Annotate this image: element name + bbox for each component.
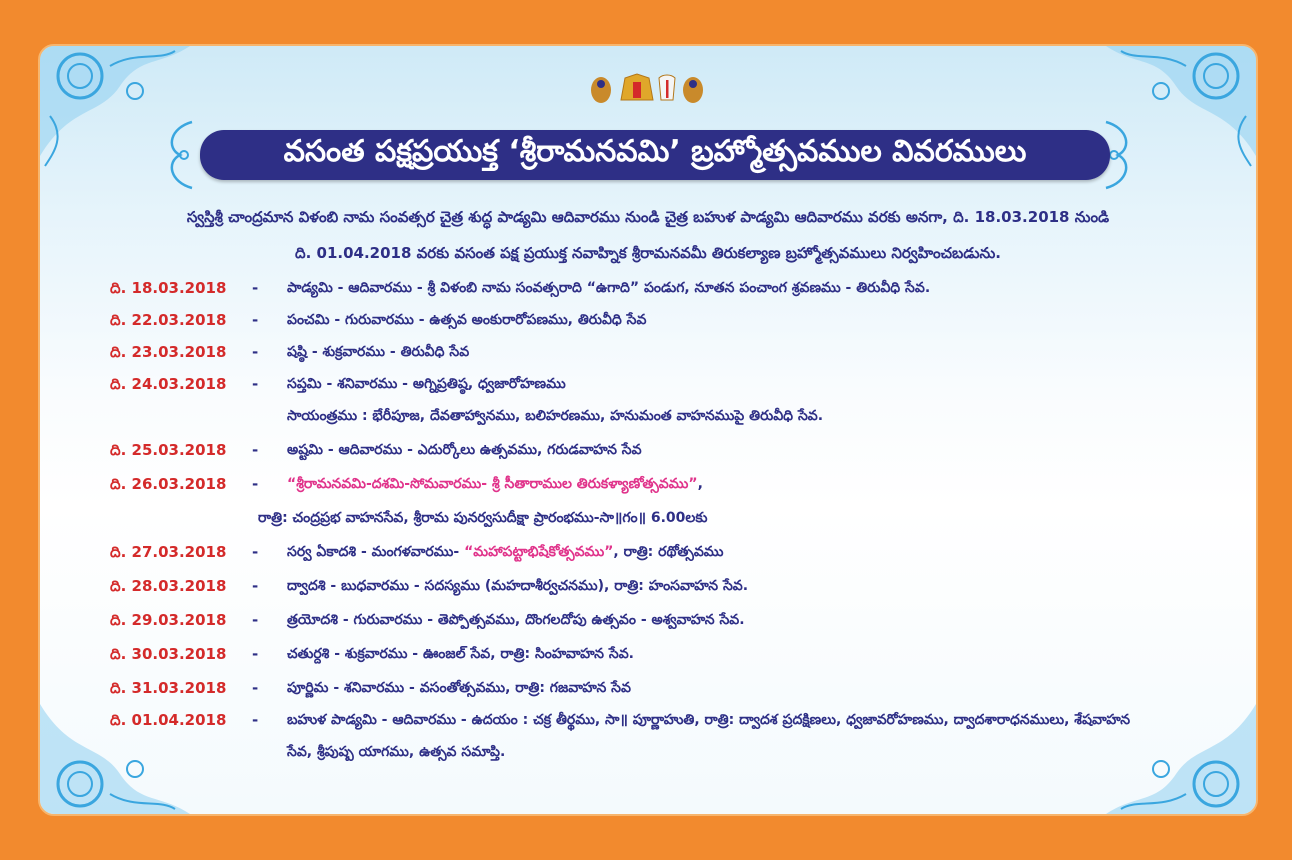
- schedule-row: [40, 678, 1256, 708]
- schedule-text: [287, 474, 1207, 494]
- schedule-date: ది. 25.03.2018: [110, 441, 227, 459]
- temple-emblem-icon: [585, 70, 709, 106]
- schedule-text: చతుర్దశి - శుక్రవారము - ఊంజల్ సేవ, రాత్రి: సింహవాహన సేవ.: [287, 646, 634, 662]
- scroll-ornament-icon: [162, 118, 198, 192]
- schedule-date: ది. 26.03.2018: [110, 475, 227, 493]
- separator: -: [252, 375, 259, 393]
- schedule-text: సప్తమి - శనివారము - అగ్నిప్రతిష్ఠ, ధ్వజారోహణము: [287, 376, 566, 392]
- separator: -: [252, 645, 259, 663]
- schedule-subtext: రాత్రి: చంద్రప్రభ వాహనసేవ, శ్రీరామ పునర్వసుదీక్షా ప్రారంభము-సా॥గం॥ 6.00లకు: [258, 510, 708, 526]
- schedule-row: [40, 342, 1256, 372]
- separator: -: [252, 343, 259, 361]
- schedule-subtext: సేవ, శ్రీపుష్ప యాగము, ఉత్సవ సమాప్తి.: [287, 744, 506, 760]
- separator: -: [252, 543, 259, 561]
- schedule-text: షష్ఠి - శుక్రవారము - తిరువీధి సేవ: [287, 344, 470, 360]
- schedule-text-suffix: ,: [697, 476, 703, 492]
- schedule-text-prefix: సర్వ ఏకాదశి - మంగళవారము-: [287, 544, 465, 560]
- separator: -: [252, 577, 259, 595]
- schedule-row: [40, 474, 1256, 504]
- separator: -: [252, 475, 259, 493]
- highlight-text: “మహాపట్టాభిషేకోత్సవము”: [464, 544, 614, 560]
- schedule-text: [287, 542, 1207, 562]
- schedule-row: [40, 576, 1256, 606]
- schedule-text: పంచమి - గురువారము - ఉత్సవ అంకురారోపణము, తిరువీధి సేవ: [287, 312, 647, 328]
- schedule-date: ది. 29.03.2018: [110, 611, 227, 629]
- schedule-row: [40, 542, 1256, 572]
- schedule-text: పూర్ణిమ - శనివారము - వసంతోత్సవము, రాత్రి: గజవాహన సేవ: [287, 680, 631, 696]
- schedule-row: [40, 310, 1256, 340]
- intro-line: ది. 01.04.2018 వరకు వసంత పక్ష ప్రయుక్త నవాహ్నిక శ్రీరామనవమీ తిరుకల్యాణ బ్రహ్మోత్సవములు నిర్వహించబడును.: [295, 244, 1001, 262]
- schedule-row: [40, 440, 1256, 470]
- schedule-date: ది. 27.03.2018: [110, 543, 227, 561]
- schedule-date: ది. 01.04.2018: [110, 711, 227, 729]
- intro-line: స్వస్తిశ్రీ చాంద్రమాన విళంబి నామ సంవత్సర చైత్ర శుద్ధ పాడ్యమి ఆదివారము నుండి చైత్ర బహుళ పాడ్యమి ఆదివారము వరకు అనగా, ది. 18.03.2018 నుండి: [186, 208, 1110, 226]
- invitation-panel: [38, 44, 1258, 816]
- schedule-row: [40, 710, 1256, 740]
- separator: -: [252, 441, 259, 459]
- schedule-text: ద్వాదశి - బుధవారము - సదస్యము (మహదాశీర్వచనము), రాత్రి: హంసవాహన సేవ.: [287, 578, 749, 594]
- schedule-row: [40, 610, 1256, 640]
- highlight-text: “శ్రీరామనవమి-దశమి-సోమవారము- శ్రీ సీతారాముల తిరుకళ్యాణోత్సవము”: [287, 476, 698, 492]
- schedule-date: ది. 23.03.2018: [110, 343, 227, 361]
- schedule-text: అష్టమి - ఆదివారము - ఎదుర్కోలు ఉత్సవము, గరుడవాహన సేవ: [287, 442, 642, 458]
- schedule-date: ది. 28.03.2018: [110, 577, 227, 595]
- schedule-subtext: సాయంత్రము : భేరీపూజ, దేవతాహ్వానము, బలిహరణము, హనుమంత వాహనముపై తిరువీధి సేవ.: [287, 408, 824, 424]
- schedule-text: బహుళ పాడ్యమి - ఆదివారము - ఉదయం : చక్ర తీర్థము, సా॥ పూర్ణాహుతి, రాత్రి: ద్వాదశ ప్రదక్షిణలు, ధ్వజావరోహణము, ద్వాదశారాధనములు, శేషవాహన: [287, 712, 1131, 728]
- schedule-row: [40, 644, 1256, 674]
- schedule-date: ది. 24.03.2018: [110, 375, 227, 393]
- page-title: వసంత పక్షప్రయుక్త ‘శ్రీరామనవమి’ బ్రహ్మోత్సవముల వివరములు: [200, 130, 1110, 180]
- separator: -: [252, 279, 259, 297]
- separator: -: [252, 679, 259, 697]
- schedule-date: ది. 18.03.2018: [110, 279, 227, 297]
- separator: -: [252, 711, 259, 729]
- schedule-row: [40, 374, 1256, 404]
- schedule-date: ది. 31.03.2018: [110, 679, 227, 697]
- schedule-date: ది. 30.03.2018: [110, 645, 227, 663]
- schedule-date: ది. 22.03.2018: [110, 311, 227, 329]
- schedule-row: [40, 278, 1256, 308]
- separator: -: [252, 311, 259, 329]
- schedule-text: త్రయోదశి - గురువారము - తెప్పోత్సవము, దొంగలదోపు ఉత్సవం - అశ్వవాహన సేవ.: [287, 612, 745, 628]
- schedule-text: పాడ్యమి - ఆదివారము - శ్రీ విళంబి నామ సంవత్సరాది “ఉగాది” పండుగ, నూతన పంచాంగ శ్రవణము - తిరువీధి సేవ.: [287, 280, 931, 296]
- separator: -: [252, 611, 259, 629]
- schedule-text-suffix: , రాత్రి: రథోత్సవము: [613, 544, 724, 560]
